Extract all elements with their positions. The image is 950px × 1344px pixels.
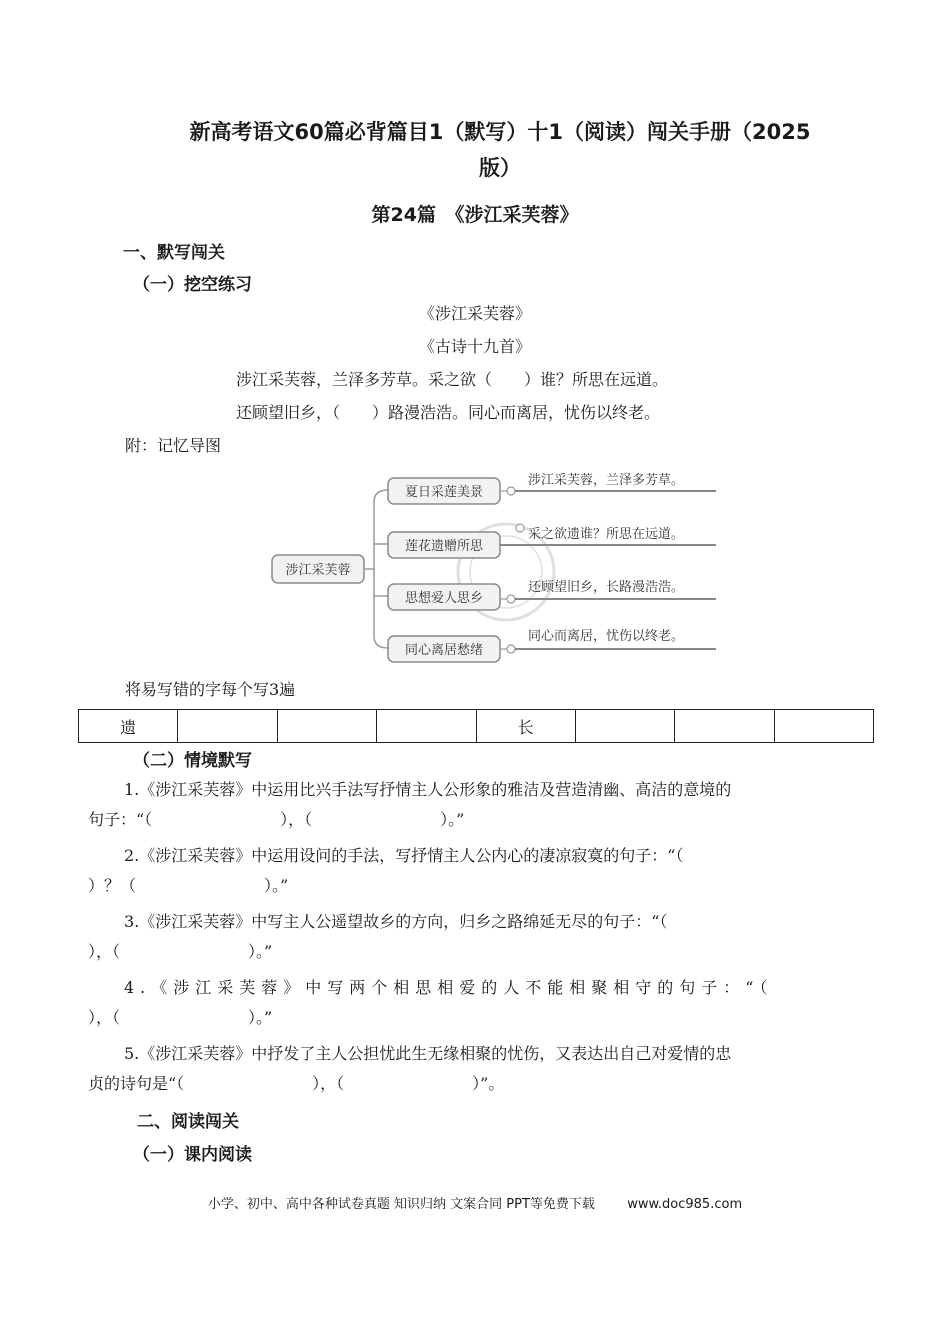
footer-text: 小学、初中、高中各种试卷真题 知识归纳 文案合同 PPT等免费下载: [207, 1197, 595, 1212]
practice-cell[interactable]: [277, 710, 376, 743]
appendix-label: 附：记忆导图: [125, 436, 222, 455]
practice-cell: 遗: [79, 710, 178, 743]
poem-line-2: 还顾望旧乡，（ ）路漫浩浩。同心而离居，忧伤以终老。: [236, 403, 661, 422]
question-5: [88, 1039, 863, 1099]
branch-4-label: 同心离居愁绪: [404, 643, 484, 658]
branch-2-label: 莲花遗赠所思: [404, 539, 484, 554]
practice-cell[interactable]: [675, 710, 774, 743]
question-1-line-2: 句子：“（ ），（ ）。”: [88, 810, 465, 829]
question-2: [88, 841, 863, 901]
question-1-line-1: 1.《涉江采芙蓉》中运用比兴手法写抒情主人公形象的雅洁及营造清幽、高洁的意境的: [124, 780, 732, 799]
branch-1-label: 夏日采莲美景: [404, 485, 484, 500]
question-4-line-1: 4.《涉江采芙蓉》中写两个相思相爱的人不能相聚相守的句子：“（: [124, 978, 774, 997]
section-heading-dictation: 一、默写闯关: [123, 243, 225, 263]
mind-map-branch-1: [388, 472, 716, 504]
practice-cell[interactable]: [575, 710, 674, 743]
mind-map-branch-3: [388, 579, 716, 610]
mind-map-branch-2: [388, 524, 716, 558]
practice-grid: [78, 709, 874, 743]
question-4: [88, 973, 863, 1033]
title-line-2: 版）: [479, 156, 521, 180]
poem-source: 《古诗十九首》: [418, 337, 531, 356]
practice-cell[interactable]: [774, 710, 873, 743]
mind-map-root: [272, 555, 364, 583]
branch-4-verse: 同心而离居，忧伤以终老。: [528, 629, 685, 644]
page-footer: [0, 1193, 950, 1212]
footer-url[interactable]: www.doc985.com: [627, 1197, 743, 1212]
subheading-fill-blank: （一）挖空练习: [133, 275, 252, 295]
section-heading-reading: 二、阅读闯关: [137, 1112, 239, 1132]
chapter-subtitle: 第24篇 《涉江采芙蓉》: [371, 204, 579, 226]
poem-title: 《涉江采芙蓉》: [418, 304, 531, 323]
branch-3-label: 思想爱人思乡: [404, 591, 484, 606]
question-5-line-2: 贞的诗句是“（ ），（ ）”。: [88, 1074, 505, 1093]
question-1: [88, 775, 863, 835]
memory-mind-map: [266, 462, 726, 668]
mind-map-branch-4: [388, 628, 716, 662]
subheading-context-dictation: （二）情境默写: [133, 751, 252, 771]
branch-2-verse: 采之欲遗谁？所思在远道。: [528, 527, 685, 542]
practice-cell: 长: [476, 710, 575, 743]
title-line-1: 新高考语文60篇必背篇目1（默写）十1（阅读）闯关手册（2025: [189, 120, 811, 144]
question-3: [88, 907, 863, 967]
branch-3-verse: 还顾望旧乡，长路漫浩浩。: [528, 580, 685, 595]
practice-cell[interactable]: [178, 710, 277, 743]
question-4-line-2: ），（ ）。”: [88, 1008, 273, 1027]
question-2-line-1: 2.《涉江采芙蓉》中运用设问的手法，写抒情主人公内心的凄凉寂寞的句子：“（: [124, 846, 684, 865]
question-3-line-2: ），（ ）。”: [88, 942, 273, 961]
branch-1-verse: 涉江采芙蓉，兰泽多芳草。: [528, 473, 685, 488]
question-3-line-1: 3.《涉江采芙蓉》中写主人公遥望故乡的方向，归乡之路绵延无尽的句子：“（: [124, 912, 668, 931]
practice-label: 将易写错的字每个写3遍: [125, 680, 296, 699]
root-label: 涉江采芙蓉: [285, 563, 351, 578]
practice-cell[interactable]: [377, 710, 476, 743]
question-5-line-1: 5.《涉江采芙蓉》中抒发了主人公担忧此生无缘相聚的忧伤，又表达出自己对爱情的忠: [124, 1044, 732, 1063]
poem-line-1: 涉江采芙蓉，兰泽多芳草。采之欲（ ）谁？所思在远道。: [236, 370, 669, 389]
document-title: [120, 114, 880, 186]
subheading-in-class-reading: （一）课内阅读: [133, 1145, 252, 1165]
question-2-line-2: ）？（ ）。”: [88, 876, 289, 895]
